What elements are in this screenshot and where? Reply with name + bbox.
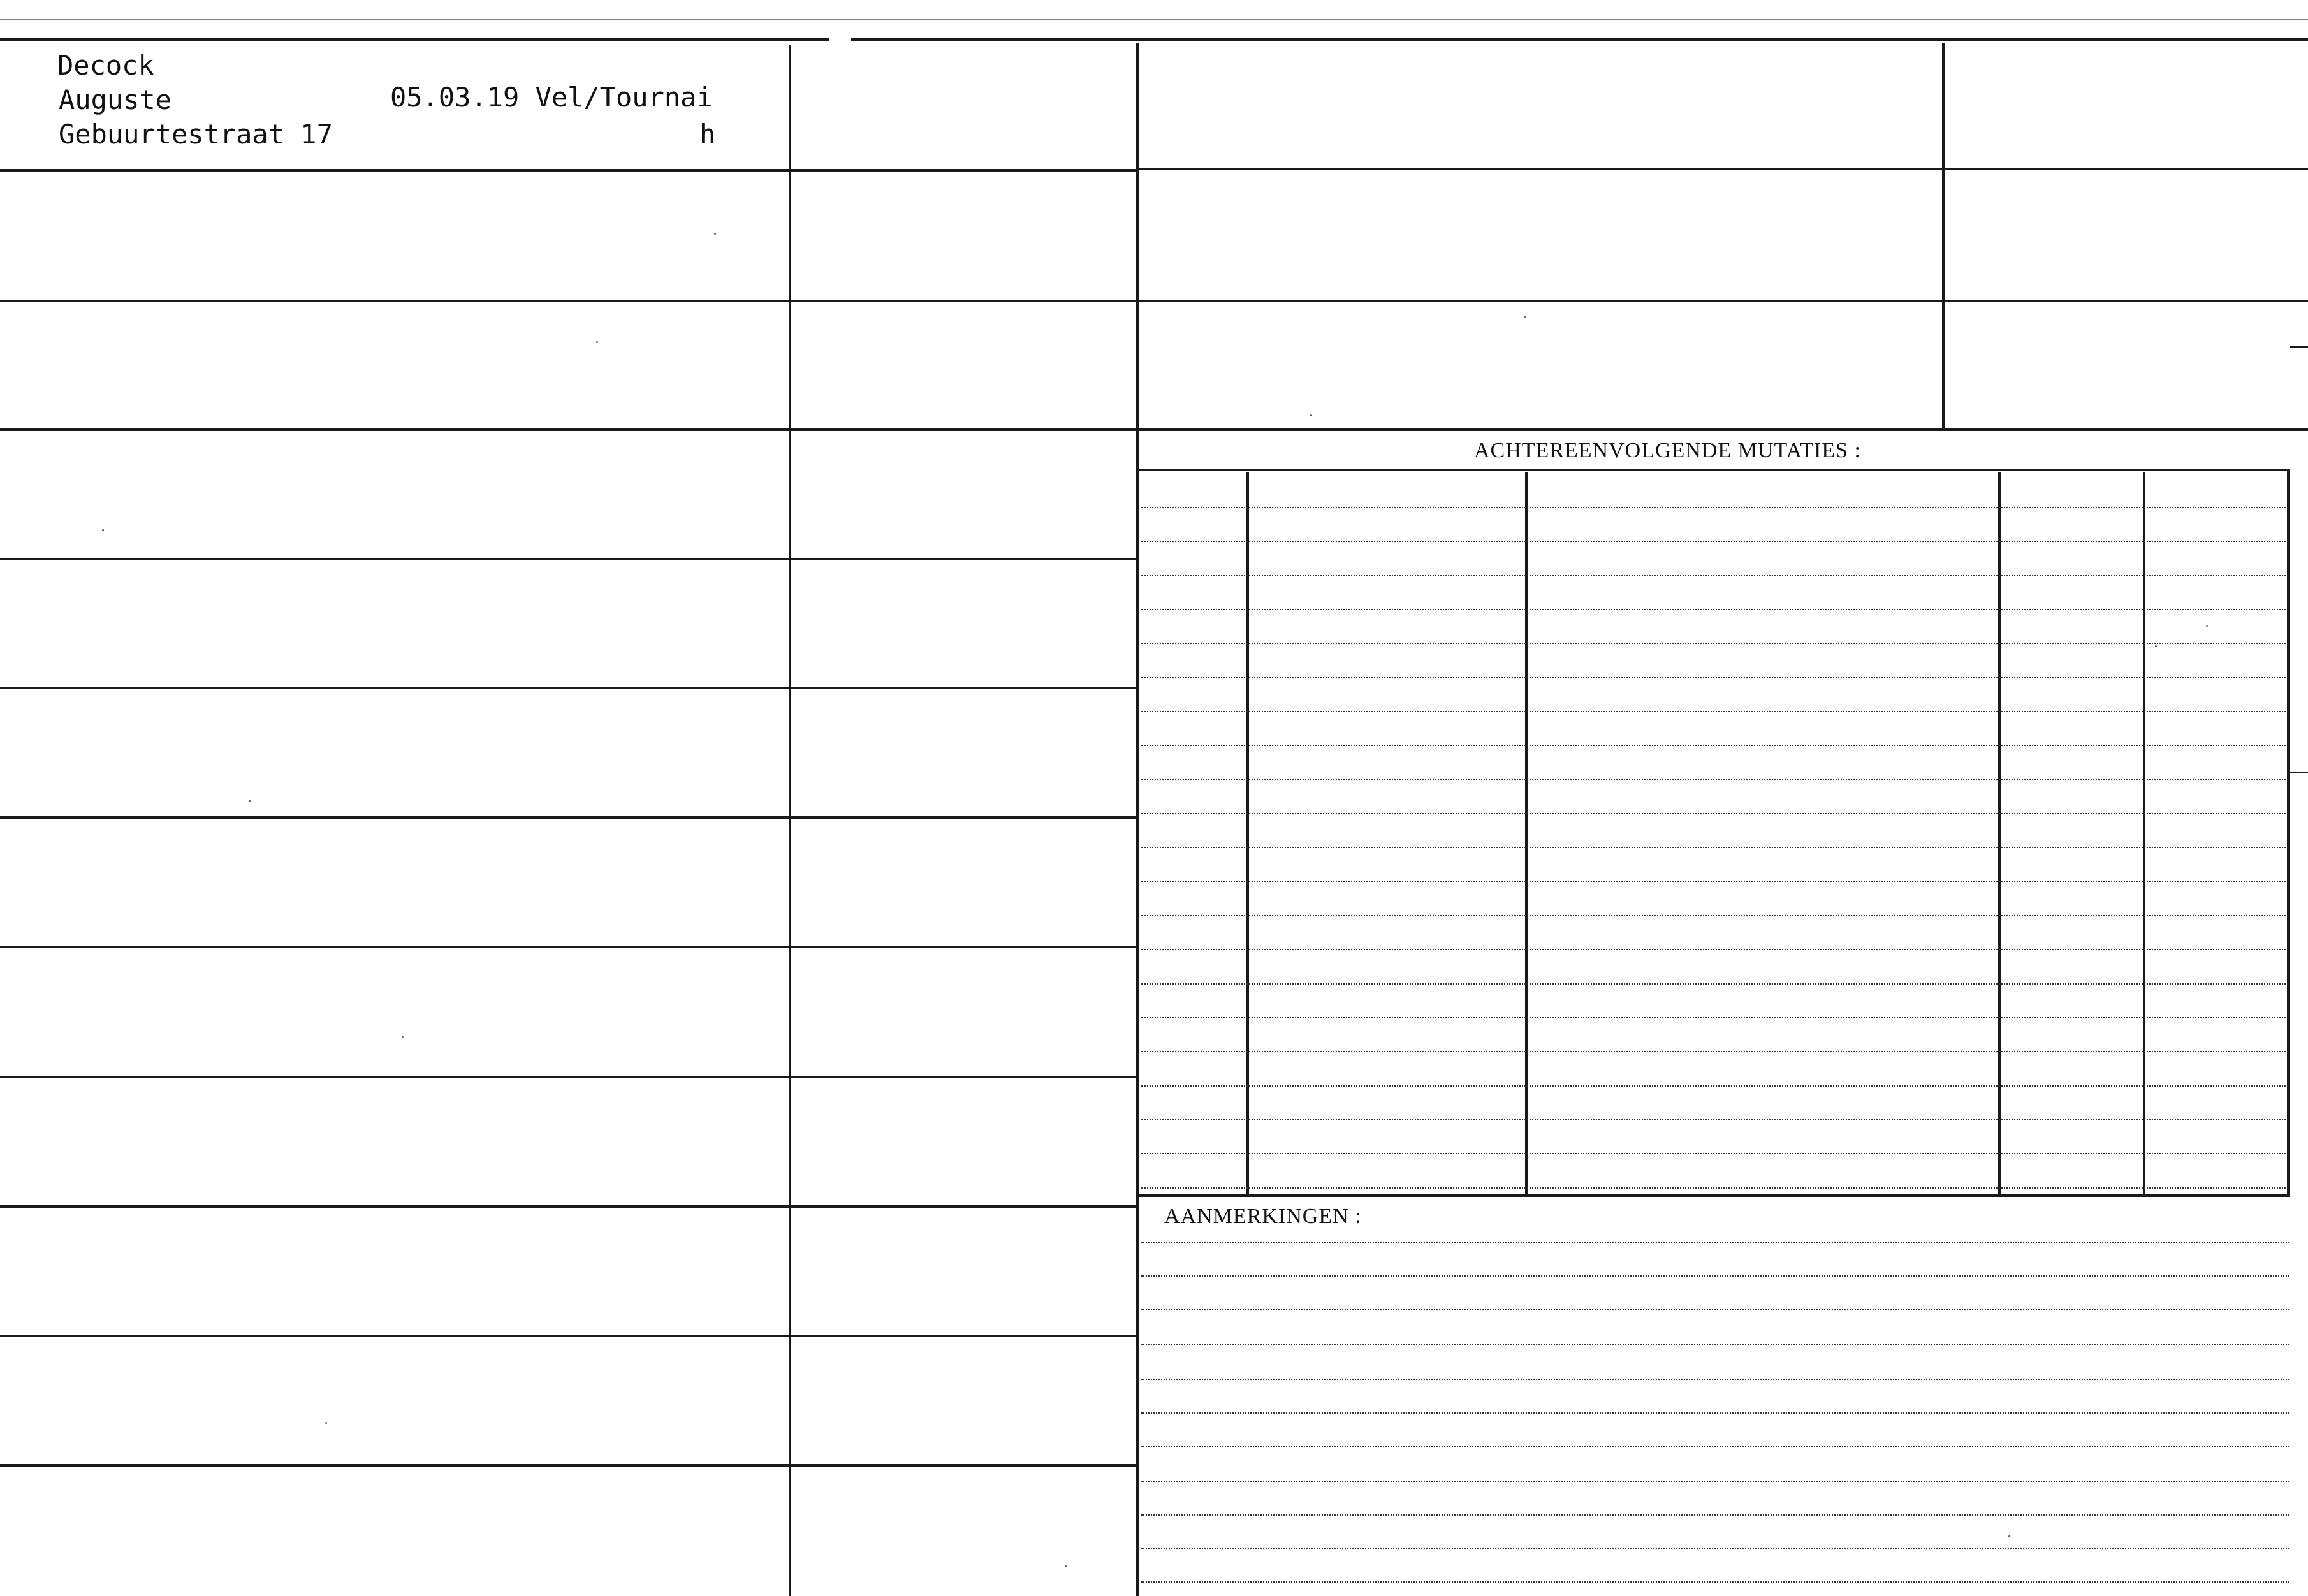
scan-speck bbox=[2155, 645, 2157, 647]
mutations-dotted-row bbox=[1141, 1187, 2286, 1189]
left-grid-divider bbox=[789, 45, 791, 1596]
left-row-line-5 bbox=[0, 687, 1137, 689]
right-top-divider bbox=[1942, 43, 1945, 428]
left-row-line-9 bbox=[0, 1205, 1137, 1208]
mutations-dotted-row bbox=[1141, 711, 2286, 712]
mutations-dotted-row bbox=[1141, 1153, 2286, 1154]
mutations-dotted-row bbox=[1141, 541, 2286, 542]
remarks-heading: AANMERKINGEN : bbox=[1164, 1204, 1362, 1228]
right-row-line-2 bbox=[1139, 300, 2308, 302]
left-row-line-2 bbox=[0, 300, 1137, 302]
right-row-line-3 bbox=[1139, 428, 2308, 431]
remarks-dotted-row bbox=[1141, 1481, 2289, 1482]
mutations-dotted-row bbox=[1141, 1119, 2286, 1120]
remarks-dotted-row bbox=[1141, 1412, 2289, 1414]
remarks-dotted-row bbox=[1141, 1446, 2289, 1447]
left-row-line-1 bbox=[0, 169, 1137, 172]
mutations-top-border bbox=[1139, 469, 2290, 471]
top-border-left bbox=[0, 38, 829, 41]
remarks-dotted-row bbox=[1141, 1242, 2289, 1243]
surname: Decock bbox=[57, 50, 154, 81]
center-divider bbox=[1136, 43, 1139, 1596]
mutations-dotted-row bbox=[1141, 915, 2286, 916]
mutations-bottom-border bbox=[1139, 1194, 2290, 1197]
birth-date-place: 05.03.19 Vel/Tournai bbox=[390, 82, 713, 113]
edge-tick bbox=[2290, 346, 2308, 348]
scan-speck bbox=[2008, 1535, 2010, 1537]
remarks-dotted-row bbox=[1141, 1581, 2289, 1583]
mutations-dotted-row bbox=[1141, 1085, 2286, 1087]
mutations-col-3 bbox=[1998, 472, 2001, 1196]
mutations-dotted-row bbox=[1141, 643, 2286, 644]
left-row-line-10 bbox=[0, 1335, 1137, 1337]
scan-speck bbox=[596, 341, 598, 343]
top-edge-faint bbox=[0, 19, 2308, 20]
mutations-col-4 bbox=[2143, 472, 2145, 1196]
top-border-right bbox=[851, 38, 2308, 41]
mutations-right-border bbox=[2287, 469, 2290, 1196]
scan-speck bbox=[1524, 316, 1526, 318]
left-row-line-11 bbox=[0, 1464, 1137, 1467]
mutations-dotted-row bbox=[1141, 1017, 2286, 1018]
remarks-dotted-row bbox=[1141, 1514, 2289, 1516]
mutations-col-1 bbox=[1246, 472, 1249, 1196]
mutations-dotted-row bbox=[1141, 677, 2286, 678]
edge-tick bbox=[2290, 772, 2308, 773]
remarks-dotted-row bbox=[1141, 1548, 2289, 1549]
scan-speck bbox=[2206, 625, 2208, 627]
mutations-dotted-row bbox=[1141, 847, 2286, 848]
mutations-dotted-row bbox=[1141, 983, 2286, 985]
remarks-dotted-row bbox=[1141, 1344, 2289, 1345]
scan-speck bbox=[1065, 1565, 1067, 1567]
right-row-line-1 bbox=[1139, 168, 2308, 170]
left-row-line-4 bbox=[0, 558, 1137, 560]
partial-mark: h bbox=[699, 119, 716, 150]
left-row-line-3 bbox=[0, 428, 1137, 431]
scan-speck bbox=[714, 233, 716, 235]
remarks-dotted-row bbox=[1141, 1379, 2289, 1380]
address: Gebuurtestraat 17 bbox=[59, 119, 333, 150]
mutations-dotted-row bbox=[1141, 881, 2286, 882]
first-name: Auguste bbox=[59, 84, 172, 115]
scan-speck bbox=[102, 529, 104, 531]
mutations-col-2 bbox=[1525, 472, 1528, 1196]
left-row-line-6 bbox=[0, 816, 1137, 819]
mutations-dotted-row bbox=[1141, 1051, 2286, 1052]
mutations-heading: ACHTEREENVOLGENDE MUTATIES : bbox=[1474, 439, 1861, 462]
mutations-dotted-row bbox=[1141, 609, 2286, 610]
mutations-dotted-row bbox=[1141, 949, 2286, 950]
mutations-dotted-row bbox=[1141, 507, 2286, 508]
left-row-line-7 bbox=[0, 946, 1137, 948]
mutations-dotted-row bbox=[1141, 813, 2286, 814]
left-row-line-8 bbox=[0, 1076, 1137, 1078]
scan-speck bbox=[1310, 414, 1312, 416]
scan-speck bbox=[325, 1422, 327, 1424]
remarks-dotted-row bbox=[1141, 1309, 2289, 1310]
scan-speck bbox=[249, 800, 251, 802]
scan-speck bbox=[402, 1036, 404, 1038]
mutations-dotted-row bbox=[1141, 575, 2286, 576]
remarks-dotted-row bbox=[1141, 1275, 2289, 1277]
mutations-dotted-row bbox=[1141, 745, 2286, 746]
mutations-dotted-row bbox=[1141, 779, 2286, 780]
